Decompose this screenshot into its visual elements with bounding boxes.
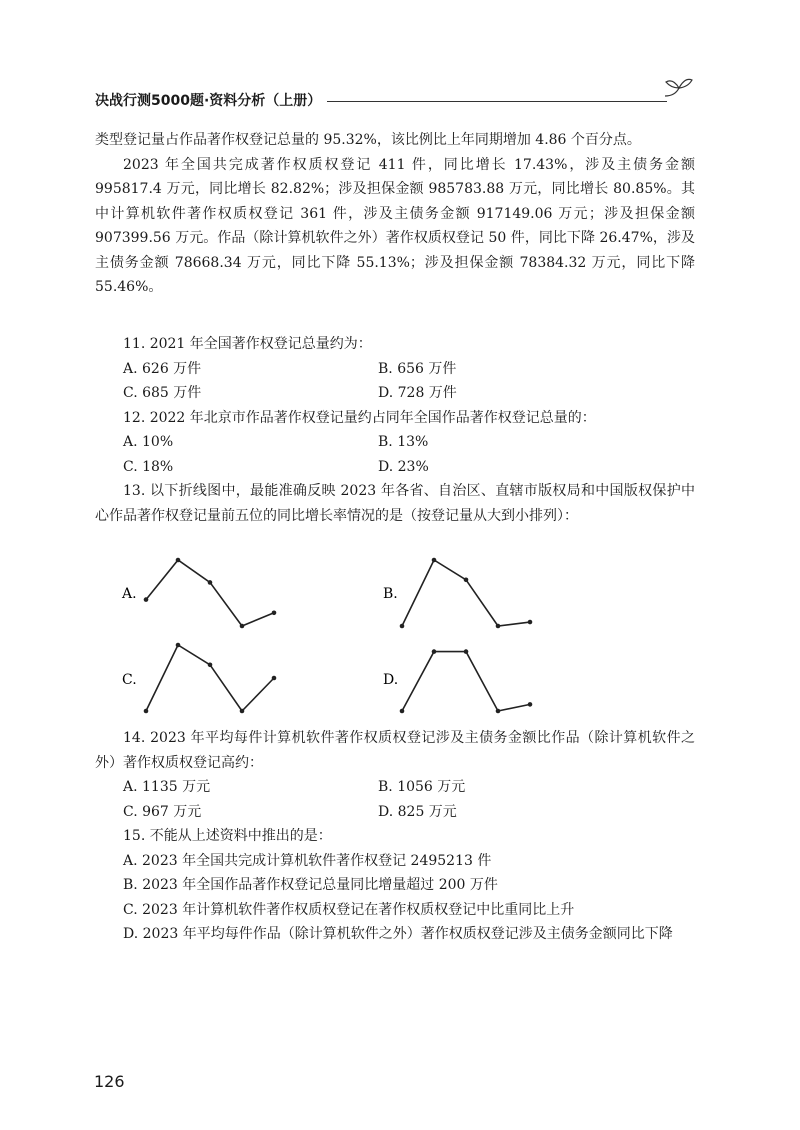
chart-point [528, 702, 533, 707]
option[interactable]: D. 23% [378, 458, 429, 475]
sprout-icon [661, 74, 695, 102]
chart-series-line [402, 652, 530, 711]
question-stem: 13. 以下折线图中，最能准确反映 2023 年各省、自治区、直辖市版权局和中国版权保护中心作品著作权登记量前五位的同比增长率情况的是（按登记量从大到小排列）： [95, 483, 695, 524]
chart-series-line [146, 560, 274, 626]
passage [95, 128, 695, 300]
option[interactable]: D. 825 万元 [378, 803, 457, 820]
book-title: 决战行测5000题·资料分析（上册） [95, 93, 322, 109]
chart-point [272, 676, 277, 681]
chart-point [496, 709, 501, 714]
question-stem: 15. 不能从上述资料中推出的是： [123, 828, 332, 844]
option[interactable]: C. 2023 年计算机软件著作权质权登记在著作权质权登记中比重同比上升 [123, 901, 575, 918]
chart-option-label[interactable]: C. [122, 672, 137, 688]
chart-point [432, 558, 437, 563]
header-rule [327, 101, 667, 102]
chart-point [208, 580, 213, 585]
questions-14-15 [95, 726, 695, 947]
chart-point [496, 624, 501, 629]
chart-point [176, 643, 181, 648]
option[interactable]: B. 2023 年全国作品著作权登记总量同比增量超过 200 万件 [123, 877, 498, 893]
chart-point [176, 558, 181, 563]
running-header [95, 88, 695, 114]
chart-point [400, 709, 405, 714]
chart-point [400, 624, 405, 629]
option[interactable]: D. 2023 年平均每件作品（除计算机软件之外）著作权质权登记涉及主债务金额同比下降 [123, 926, 673, 942]
chart-point [272, 611, 277, 616]
chart-point [528, 620, 533, 625]
option[interactable]: A. 10% [123, 434, 174, 450]
option[interactable]: D. 728 万件 [378, 385, 457, 401]
option[interactable]: B. 656 万件 [378, 360, 457, 377]
option[interactable]: C. 18% [123, 458, 174, 475]
paragraph: 2023 年全国共完成著作权质权登记 411 件，同比增长 17.43%，涉及主债务金额 995817.4 万元，同比增长 82.82%；涉及担保金额 985783.88 万元，同比增长 80.85%。其中计算机软件著作权质权登记 361 件，涉及主债务金额 917149.06 万元；涉及担保金额 907399.56 万元。作品（除计算机软件之外）著作权质权登记 50 件，同比下降 26.47%，涉及主债务金额 78668.34 万元，同比下降 55.13%；涉及担保金额 78384.32 万元，同比下降 55.46%。 [95, 156, 695, 295]
chart-point [240, 624, 245, 629]
chart-series-line [402, 560, 530, 626]
chart-option-label[interactable]: A. [122, 586, 137, 602]
chart-series-line [146, 645, 274, 711]
chart-point [144, 709, 149, 714]
chart-point [464, 578, 469, 583]
option[interactable]: A. 626 万件 [123, 360, 202, 377]
chart-point [208, 663, 213, 668]
chart-point [432, 649, 437, 654]
chart-option-label[interactable]: D. [383, 672, 399, 688]
option[interactable]: C. 967 万元 [123, 803, 202, 820]
line-chart-options [120, 550, 590, 730]
question-stem: 14. 2023 年平均每件计算机软件著作权质权登记涉及主债务金额比作品（除计算机软件之外）著作权质权登记高约： [95, 730, 695, 771]
option[interactable]: A. 2023 年全国共完成计算机软件著作权登记 2495213 件 [123, 852, 492, 869]
chart-point [144, 597, 149, 602]
question-stem: 12. 2022 年北京市作品著作权登记量约占同年全国作品著作权登记总量的： [123, 409, 596, 426]
option[interactable]: C. 685 万件 [123, 385, 202, 401]
option[interactable]: B. 1056 万元 [378, 779, 466, 795]
chart-point [240, 709, 245, 714]
chart-point [464, 649, 469, 654]
option[interactable]: A. 1135 万元 [123, 779, 211, 795]
question-stem: 11. 2021 年全国著作权登记总量约为： [123, 336, 372, 352]
option[interactable]: B. 13% [378, 434, 429, 450]
questions-11-13 [95, 332, 695, 528]
page-number: 126 [94, 1072, 125, 1091]
chart-option-label[interactable]: B. [383, 586, 398, 602]
paragraph: 类型登记量占作品著作权登记总量的 95.32%，该比例比上年同期增加 4.86 个百分点。 [95, 132, 641, 148]
